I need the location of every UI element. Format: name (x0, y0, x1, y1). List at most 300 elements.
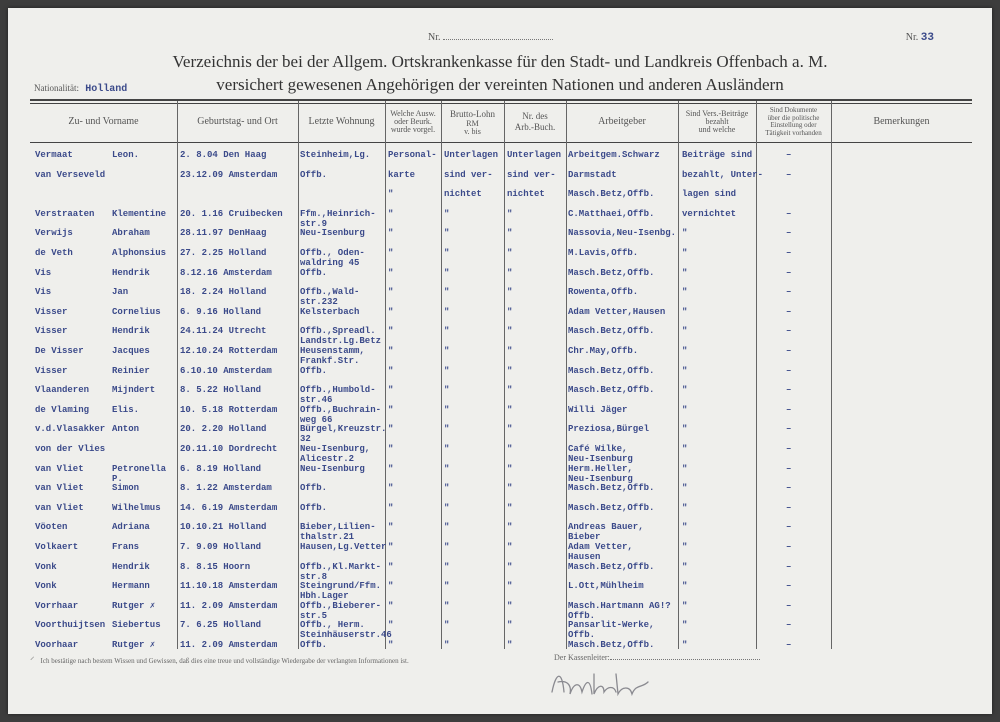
birth-cell: 6. 8.19 Holland (180, 463, 262, 474)
table-row (8, 405, 992, 425)
address-cell: Hausen,Lg.Vetter (300, 542, 387, 552)
workbook-cell: " (507, 463, 513, 474)
contribution-cell: " (682, 326, 688, 337)
employer-cell: Willi Jäger (568, 404, 628, 415)
address-cell: Neu-Isenburg (300, 463, 365, 474)
header-employer: Arbeitgeber (598, 116, 646, 127)
political-cell: – (786, 561, 792, 572)
firstname-cell: Hermann (112, 581, 150, 592)
birth-cell: 11. 2.09 Amsterdam (180, 640, 278, 650)
political-cell: – (786, 267, 792, 278)
workbook-cell: " (507, 561, 513, 572)
wage-cell: " (444, 365, 450, 376)
table-row (8, 483, 992, 503)
number-dotted-line (443, 39, 553, 40)
address-cell-line2: 32 (300, 434, 311, 445)
table-row (8, 189, 992, 209)
political-cell: – (786, 404, 792, 415)
contribution-cell: " (682, 502, 688, 513)
address-cell: Offb. (300, 640, 328, 650)
birth-cell: 7. 6.25 Holland (180, 620, 262, 631)
employer-cell: Herm.Heller, (568, 463, 633, 474)
firstname-cell: Wilhelmus (112, 502, 161, 513)
birth-cell: 20. 2.20 Holland (180, 424, 267, 435)
table-row (8, 620, 992, 640)
title-line-2: versichert gewesenen Angehörigen der vereinten Nationen und anderen Ausländern (216, 75, 784, 94)
firstname-cell: Rutger ✗ (112, 640, 156, 650)
firstname-cell: Leon. (112, 150, 140, 160)
workbook-cell: " (507, 444, 513, 454)
firstname-cell: Hendrik (112, 267, 150, 278)
contribution-cell: " (682, 306, 688, 317)
firstname-cell: Elis. (112, 404, 140, 415)
contribution-cell: " (682, 444, 688, 454)
contribution-cell: " (682, 385, 688, 396)
documents-cell: " (388, 463, 394, 474)
employer-cell: Masch.Betz,Offb. (568, 189, 655, 200)
address-cell: Kelsterbach (300, 306, 360, 317)
birth-cell: 14. 6.19 Amsterdam (180, 502, 278, 513)
political-cell: – (786, 228, 792, 239)
employer-cell: C.Matthaei,Offb. (568, 208, 655, 219)
contribution-cell: " (682, 228, 688, 239)
workbook-cell: " (507, 365, 513, 376)
contribution-cell: " (682, 287, 688, 298)
workbook-cell: Unterlagen (507, 150, 562, 160)
check-mark-icon: ⸍ (30, 655, 35, 665)
table-row (8, 424, 992, 444)
documents-cell: " (388, 640, 394, 650)
birth-cell: 7. 9.09 Holland (180, 542, 262, 552)
employer-cell-line2: Offb. (568, 630, 596, 641)
documents-cell: " (388, 561, 394, 572)
wage-cell: " (444, 483, 450, 494)
surname-cell: Vlaanderen (35, 385, 90, 396)
address-cell: Neu-Isenburg, (300, 444, 371, 454)
address-cell: Offb.,Bieberer- (300, 600, 382, 611)
number-label: Nr. (428, 32, 441, 43)
address-cell-line2: str.5 (300, 610, 328, 621)
header-address: Letzte Wohnung (308, 116, 375, 127)
firstname-cell: Klementine (112, 208, 167, 219)
employer-cell: Preziosa,Bürgel (568, 424, 650, 435)
wage-cell: " (444, 502, 450, 513)
address-cell-line2: Landstr.Lg.Betz (300, 336, 382, 347)
address-cell: Offb., Oden- (300, 248, 365, 258)
address-cell-line2: Hbh.Lager (300, 591, 349, 602)
contribution-cell: vernichtet (682, 208, 737, 219)
political-cell: – (786, 542, 792, 552)
table-row (8, 562, 992, 582)
employer-cell: Adam Vetter,Hausen (568, 306, 666, 317)
address-cell: Offb.,Humbold- (300, 385, 376, 396)
firstname-cell: Simon (112, 483, 140, 494)
address-cell: Offb.,Wald- (300, 287, 360, 298)
political-cell: – (786, 150, 792, 160)
surname-cell: v.d.Vlasakker (35, 424, 106, 435)
surname-cell: Vis (35, 287, 52, 298)
documents-cell: " (388, 522, 394, 533)
wage-cell: " (444, 581, 450, 592)
header-wage: Brutto-Lohn RM v. bis (450, 108, 495, 136)
title-line-1: Verzeichnis der bei der Allgem. Ortskrankenkasse für den Stadt- und Landkreis Offenbach a. M. (172, 52, 828, 71)
table-row (8, 464, 992, 484)
table-row (8, 542, 992, 562)
employer-cell: Masch.Betz,Offb. (568, 483, 655, 494)
workbook-cell: " (507, 404, 513, 415)
employer-cell: Pansarlit-Werke, (568, 620, 655, 631)
documents-cell: " (388, 228, 394, 239)
wage-cell: " (444, 287, 450, 298)
number-field (428, 32, 553, 43)
address-cell: Offb. (300, 169, 328, 180)
birth-cell: 6. 9.16 Holland (180, 306, 262, 317)
contribution-cell: " (682, 404, 688, 415)
surname-cell: Vermaat (35, 150, 73, 160)
birth-cell: 20. 1.16 Cruibecken (180, 208, 283, 219)
wage-cell: " (444, 542, 450, 552)
surname-cell: Vonk (35, 561, 57, 572)
wage-cell: sind ver- (444, 169, 493, 180)
contribution-cell: " (682, 620, 688, 631)
wage-cell: " (444, 326, 450, 337)
contribution-cell: " (682, 483, 688, 494)
workbook-cell: " (507, 620, 513, 631)
documents-cell: Personal- (388, 150, 437, 160)
surname-cell: van Vliet (35, 502, 84, 513)
workbook-cell: " (507, 267, 513, 278)
political-cell: – (786, 306, 792, 317)
documents-cell: " (388, 326, 394, 337)
table-row (8, 601, 992, 621)
surname-cell: Volkaert (35, 542, 79, 552)
surname-cell: Visser (35, 365, 68, 376)
documents-cell: " (388, 620, 394, 631)
documents-cell: " (388, 404, 394, 415)
documents-cell: " (388, 385, 394, 396)
employer-cell: Masch.Hartmann AG!? (568, 600, 671, 611)
wage-cell: " (444, 248, 450, 258)
political-cell: – (786, 620, 792, 631)
political-cell: – (786, 346, 792, 356)
signature-image (544, 662, 654, 704)
employer-cell: M.Lavis,Offb. (568, 248, 639, 258)
political-cell: – (786, 385, 792, 396)
surname-cell: van Verseveld (35, 169, 106, 180)
employer-cell: Masch.Betz,Offb. (568, 502, 655, 513)
employer-cell: Andreas Bauer, (568, 522, 644, 533)
contribution-cell: " (682, 522, 688, 533)
birth-cell: 27. 2.25 Holland (180, 248, 267, 258)
wage-cell: " (444, 600, 450, 611)
birth-cell: 8. 8.15 Hoorn (180, 561, 251, 572)
table-row (8, 385, 992, 405)
birth-cell: 28.11.97 DenHaag (180, 228, 267, 239)
address-cell: Ffm.,Heinrich- (300, 208, 376, 219)
firstname-cell: Siebertus (112, 620, 161, 631)
employer-cell: Masch.Betz,Offb. (568, 267, 655, 278)
employer-cell: Arbeitgem.Schwarz (568, 150, 660, 160)
wage-cell: " (444, 228, 450, 239)
birth-cell: 12.10.24 Rotterdam (180, 346, 278, 356)
header-name: Zu- und Vorname (68, 116, 139, 127)
address-cell-line2: Alicestr.2 (300, 454, 355, 464)
employer-cell: L.Ott,Mühlheim (568, 581, 644, 592)
table-row (8, 444, 992, 464)
political-cell: – (786, 365, 792, 376)
surname-cell: von der Vlies (35, 444, 106, 454)
documents-cell: " (388, 542, 394, 552)
workbook-cell: " (507, 581, 513, 592)
workbook-cell: sind ver- (507, 169, 556, 180)
workbook-cell: " (507, 228, 513, 239)
wage-cell: " (444, 346, 450, 356)
address-cell: Offb. (300, 483, 328, 494)
political-cell: – (786, 208, 792, 219)
contribution-cell: Beiträge sind (682, 150, 753, 160)
employer-cell: Masch.Betz,Offb. (568, 640, 655, 650)
documents-cell: " (388, 208, 394, 219)
surname-cell: De Visser (35, 346, 84, 356)
political-cell: – (786, 424, 792, 435)
address-cell-line2: str.9 (300, 218, 328, 229)
surname-cell: Verwijs (35, 228, 73, 239)
workbook-cell: " (507, 424, 513, 435)
employer-cell: Chr.May,Offb. (568, 346, 639, 356)
firstname-cell: Alphonsius (112, 248, 167, 258)
workbook-cell: " (507, 640, 513, 650)
employer-cell-line2: Hausen (568, 552, 601, 562)
table-row (8, 503, 992, 523)
firstname-cell: Petronella P. (112, 463, 167, 484)
birth-cell: 20.11.10 Dordrecht (180, 444, 278, 454)
address-cell-line2: Steinhäuserstr.46 (300, 630, 392, 641)
employer-cell: Nassovia,Neu-Isenbg. (568, 228, 677, 239)
table-row (8, 326, 992, 346)
wage-cell: " (444, 424, 450, 435)
employer-cell: Darmstadt (568, 169, 617, 180)
political-cell: – (786, 600, 792, 611)
nationality-label: Nationalität: (34, 83, 79, 93)
workbook-cell: " (507, 542, 513, 552)
certification-note: ⸍ Ich bestätige nach bestem Wissen und Gewissen, daß dies eine treue und vollständige Wiedergabe der verlangten Informationen ist. (30, 655, 409, 665)
contribution-cell: " (682, 581, 688, 592)
documents-cell: " (388, 600, 394, 611)
address-cell-line2: str.232 (300, 297, 338, 308)
workbook-cell: " (507, 483, 513, 494)
table-row (8, 307, 992, 327)
birth-cell: 8.12.16 Amsterdam (180, 267, 272, 278)
political-cell: – (786, 502, 792, 513)
table-row (8, 228, 992, 248)
political-cell: – (786, 326, 792, 337)
header-birth: Geburtstag- und Ort (197, 116, 278, 127)
contribution-cell: " (682, 542, 688, 552)
birth-cell: 2. 8.04 Den Haag (180, 150, 267, 160)
documents-cell: " (388, 365, 394, 376)
employer-cell: Adam Vetter, (568, 542, 633, 552)
workbook-cell: " (507, 522, 513, 533)
surname-cell: Visser (35, 306, 68, 317)
wage-cell: " (444, 561, 450, 572)
employer-cell-line2: Neu-Isenburg (568, 473, 633, 484)
surname-cell: Voorthuijtsen (35, 620, 106, 631)
address-cell: Neu-Isenburg (300, 228, 365, 239)
contribution-cell: lagen sind (682, 189, 737, 200)
firstname-cell: Rutger ✗ (112, 600, 156, 611)
wage-cell: " (444, 208, 450, 219)
firstname-cell: Adriana (112, 522, 150, 533)
document-sheet (8, 8, 992, 714)
contribution-cell: " (682, 365, 688, 376)
workbook-cell: " (507, 287, 513, 298)
address-cell: Offb.,Spreadl. (300, 326, 376, 337)
workbook-cell: " (507, 248, 513, 258)
documents-cell: " (388, 248, 394, 258)
nationality-field (34, 83, 127, 95)
table-row (8, 366, 992, 386)
address-cell-line2: thalstr.21 (300, 532, 355, 543)
table-row (8, 170, 992, 190)
wage-cell: " (444, 404, 450, 415)
surname-cell: Vis (35, 267, 52, 278)
contribution-cell: bezahlt, Unter- (682, 169, 764, 180)
political-cell: – (786, 248, 792, 258)
employer-cell: Masch.Betz,Offb. (568, 385, 655, 396)
surname-cell: van Vliet (35, 463, 84, 474)
birth-cell: 8. 1.22 Amsterdam (180, 483, 272, 494)
political-cell: – (786, 287, 792, 298)
political-cell: – (786, 463, 792, 474)
address-cell: Steinheim,Lg. (300, 150, 371, 160)
table-row (8, 581, 992, 601)
documents-cell: " (388, 502, 394, 513)
birth-cell: 6.10.10 Amsterdam (180, 365, 272, 376)
contribution-cell: " (682, 424, 688, 435)
political-cell: – (786, 640, 792, 650)
surname-cell: Visser (35, 326, 68, 337)
page-number-value: 33 (920, 32, 934, 44)
wage-cell: Unterlagen (444, 150, 499, 160)
birth-cell: 23.12.09 Amsterdam (180, 169, 278, 180)
employer-cell-line2: Bieber (568, 532, 601, 543)
table-row (8, 150, 992, 170)
firstname-cell: Anton (112, 424, 140, 435)
firstname-cell: Hendrik (112, 561, 150, 572)
surname-cell: Vorrhaar (35, 600, 79, 611)
firstname-cell: Hendrik (112, 326, 150, 337)
table-row (8, 209, 992, 229)
surname-cell: Voorhaar (35, 640, 79, 650)
surname-cell: Vonk (35, 581, 57, 592)
workbook-cell: " (507, 306, 513, 317)
header-political: Sind Dokumente über die politische Einstellung oder Tätigkeit vorhanden (765, 106, 822, 137)
address-cell: Heusenstamm, (300, 346, 365, 356)
header-contributions: Sind Vers.-Beiträge bezahlt und welche (685, 109, 749, 134)
employer-cell: Masch.Betz,Offb. (568, 326, 655, 337)
firstname-cell: Frans (112, 542, 140, 552)
documents-cell: " (388, 306, 394, 317)
cashier-label: Der Kassenleiter: (554, 653, 760, 662)
contribution-cell: " (682, 600, 688, 611)
address-cell: Offb.,Buchrain- (300, 404, 382, 415)
surname-cell: Verstraaten (35, 208, 95, 219)
address-cell: Bieber,Lilien- (300, 522, 376, 533)
wage-cell: " (444, 640, 450, 650)
wage-cell: " (444, 463, 450, 474)
workbook-cell: nichtet (507, 189, 545, 200)
table-row (8, 268, 992, 288)
surname-cell: de Vlaming (35, 404, 90, 415)
wage-cell: " (444, 385, 450, 396)
wage-cell: " (444, 306, 450, 317)
address-cell: Bürgel,Kreuzstr. (300, 424, 387, 435)
wage-cell: " (444, 620, 450, 631)
header-remarks: Bemerkungen (873, 116, 930, 127)
workbook-cell: " (507, 326, 513, 337)
documents-cell: " (388, 287, 394, 298)
documents-cell: " (388, 189, 394, 200)
address-cell: Offb.,Kl.Markt- (300, 561, 382, 572)
firstname-cell: Reinier (112, 365, 150, 376)
address-cell: Offb. (300, 267, 328, 278)
workbook-cell: " (507, 385, 513, 396)
surname-cell: Vöoten (35, 522, 68, 533)
surname-cell: van Vliet (35, 483, 84, 494)
employer-cell-line2: Neu-Isenburg (568, 454, 633, 464)
documents-cell: karte (388, 169, 416, 180)
firstname-cell: Cornelius (112, 306, 161, 317)
birth-cell: 11. 2.09 Amsterdam (180, 600, 278, 611)
contribution-cell: " (682, 267, 688, 278)
political-cell: – (786, 581, 792, 592)
birth-cell: 24.11.24 Utrecht (180, 326, 267, 337)
employer-cell: Rowenta,Offb. (568, 287, 639, 298)
table-row (8, 346, 992, 366)
address-cell-line2: weg 66 (300, 414, 333, 425)
surname-cell: de Veth (35, 248, 73, 258)
address-cell-line2: str.8 (300, 571, 328, 582)
page-number (906, 32, 934, 44)
employer-cell: Café Wilke, (568, 444, 628, 454)
header-documents: Welche Ausw. oder Beurk. wurde vorgel. (390, 109, 436, 134)
address-cell: Steingrund/Ffm. (300, 581, 382, 592)
employer-cell: Masch.Betz,Offb. (568, 561, 655, 572)
address-cell: Offb., Herm. (300, 620, 365, 631)
address-cell: Offb. (300, 365, 328, 376)
address-cell: Offb. (300, 502, 328, 513)
table-row (8, 287, 992, 307)
political-cell: – (786, 444, 792, 454)
nationality-value: Holland (85, 84, 128, 95)
birth-cell: 18. 2.24 Holland (180, 287, 267, 298)
employer-cell-line2: Offb. (568, 610, 596, 621)
address-cell-line2: waldring 45 (300, 258, 360, 268)
wage-cell: nichtet (444, 189, 482, 200)
address-cell-line2: str.46 (300, 395, 333, 406)
header-workbook: Nr. des Arb.-Buch. (514, 111, 556, 132)
table-row (8, 522, 992, 542)
birth-cell: 10. 5.18 Rotterdam (180, 404, 278, 415)
wage-cell: " (444, 267, 450, 278)
political-cell: – (786, 483, 792, 494)
documents-cell: " (388, 483, 394, 494)
employer-cell: Masch.Betz,Offb. (568, 365, 655, 376)
firstname-cell: Jacques (112, 346, 150, 356)
page-number-label: Nr. (905, 32, 919, 43)
contribution-cell: " (682, 463, 688, 474)
documents-cell: " (388, 444, 394, 454)
